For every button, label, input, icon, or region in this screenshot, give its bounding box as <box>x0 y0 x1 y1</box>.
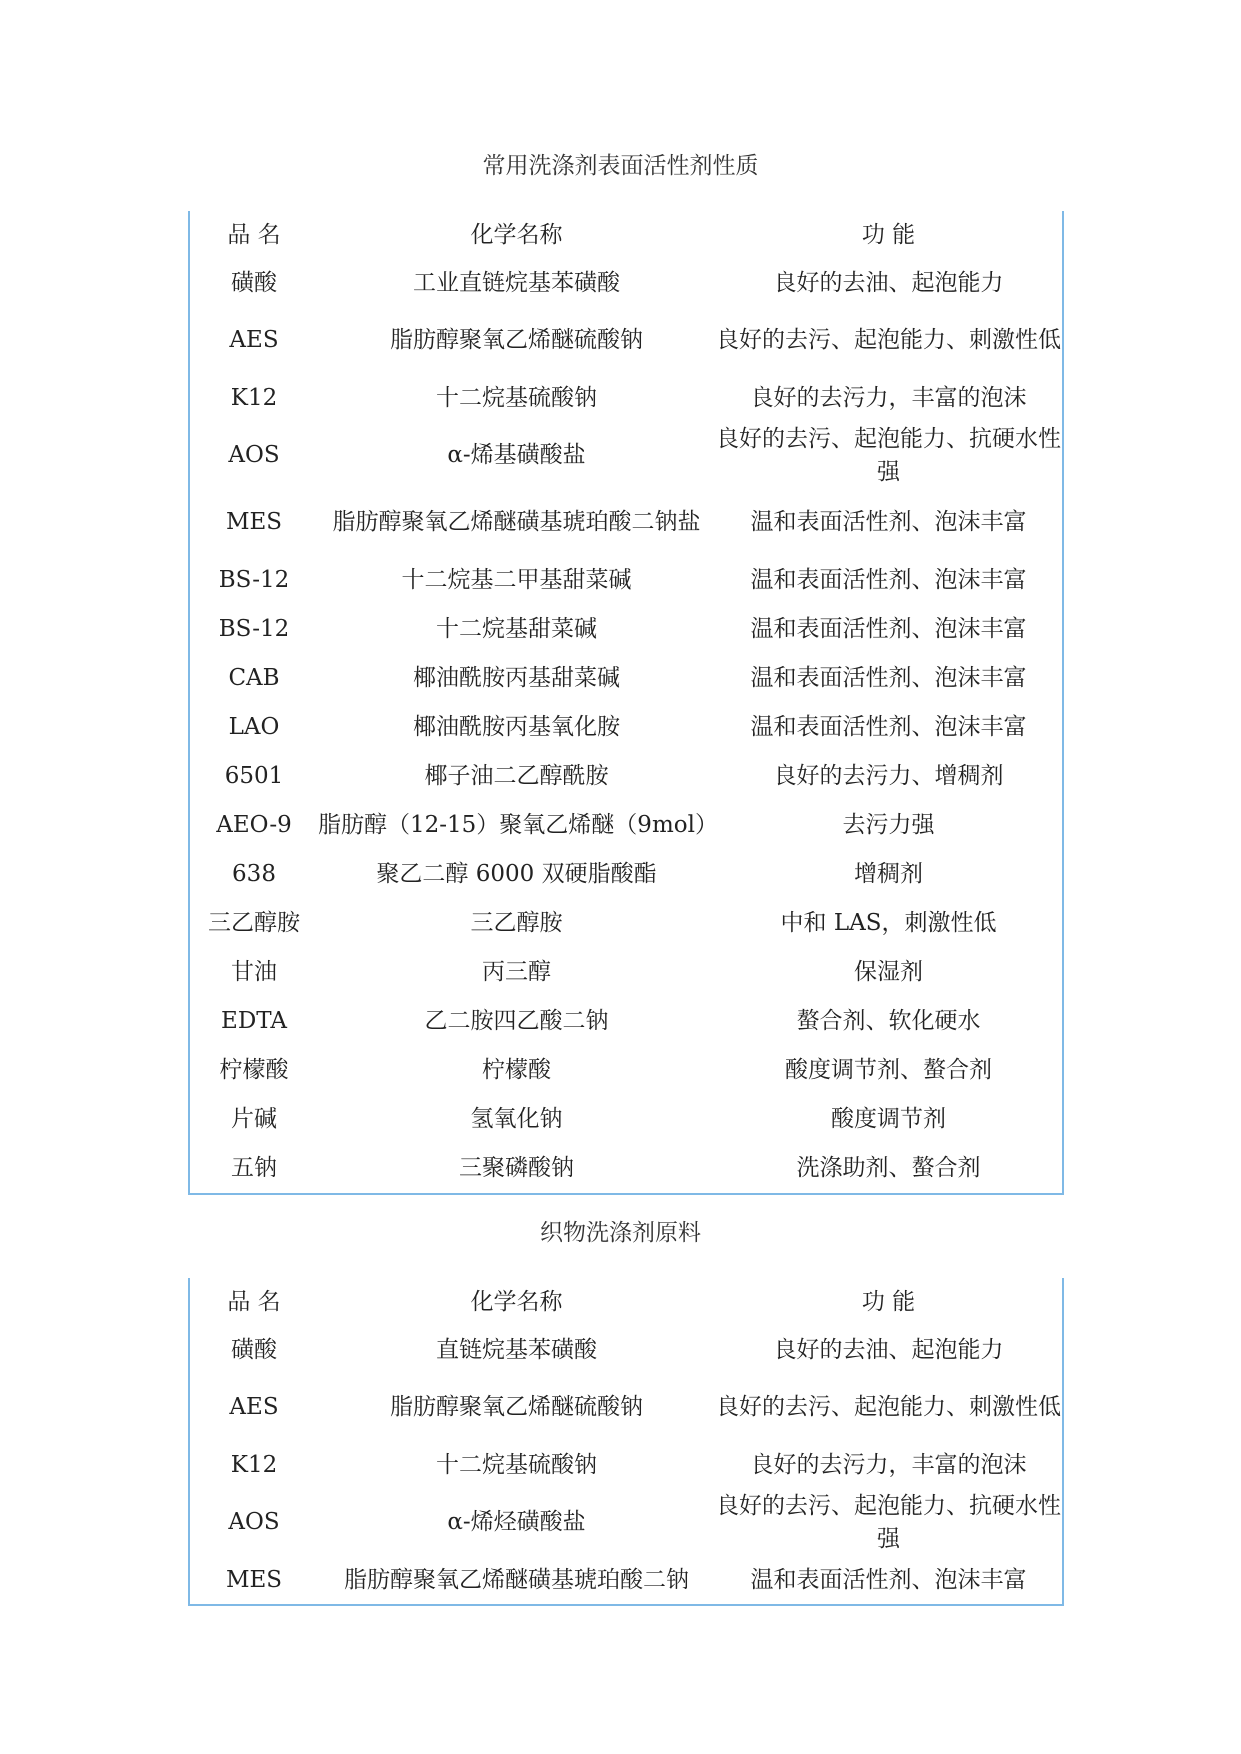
chemical-name-cell: 椰油酰胺丙基氧化胺 <box>413 714 620 740</box>
product-name-cell: 磺酸 <box>231 269 277 296</box>
fabric-detergent-materials-table <box>188 1278 1064 1606</box>
product-name-cell: LAO <box>228 714 280 740</box>
chemical-name-cell: 工业直链烷基苯磺酸 <box>413 269 620 296</box>
chemical-name-cell: 十二烷基甜菜碱 <box>436 616 597 642</box>
chemical-name-cell: 丙三醇 <box>482 959 551 985</box>
function-cell: 良好的去污力，丰富的泡沫 <box>750 1451 1027 1478</box>
table-row <box>190 422 1062 489</box>
table-row <box>190 1441 1062 1489</box>
function-cell: 温和表面活性剂、泡沫丰富 <box>750 616 1027 642</box>
header-function: 功 能 <box>861 221 916 248</box>
table-row <box>190 752 1062 801</box>
product-name-cell: 638 <box>232 861 276 887</box>
header-chemical-name: 化学名称 <box>470 1288 563 1315</box>
function-cell: 良好的去污、起泡能力、刺激性低 <box>716 1394 1061 1420</box>
table-row <box>190 654 1062 703</box>
table-row <box>190 259 1062 307</box>
chemical-name-cell: 柠檬酸 <box>482 1057 551 1083</box>
table-row <box>190 489 1062 556</box>
table-row <box>190 997 1062 1046</box>
function-cell: 中和 LAS，刺激性低 <box>780 910 997 936</box>
function-cell: 洗涤助剂、螯合剂 <box>796 1155 981 1181</box>
surfactant-properties-table <box>188 211 1064 1195</box>
function-cell: 增稠剂 <box>854 861 923 887</box>
product-name-cell: MES <box>225 1566 283 1593</box>
header-function: 功 能 <box>861 1288 916 1315</box>
product-name-cell: 甘油 <box>231 959 277 985</box>
product-name-cell: BS-12 <box>218 616 290 642</box>
function-cell: 酸度调节剂、螯合剂 <box>785 1057 992 1083</box>
product-name-cell: MES <box>225 509 283 535</box>
chemical-name-cell: α-烯烃磺酸盐 <box>447 1509 586 1535</box>
chemical-name-cell: 乙二胺四乙酸二钠 <box>424 1008 609 1034</box>
function-cell: 良好的去污力，丰富的泡沫 <box>750 384 1027 411</box>
function-cell: 良好的去油、起泡能力 <box>773 269 1004 296</box>
function-cell: 良好的去污、起泡能力、抗硬水性强 <box>716 1492 1061 1552</box>
product-name-cell: EDTA <box>221 1008 287 1034</box>
product-name-cell: AES <box>229 1394 279 1420</box>
product-name-cell: 柠檬酸 <box>219 1057 289 1083</box>
product-name-cell: AOS <box>228 442 280 468</box>
function-cell: 保湿剂 <box>854 959 923 985</box>
function-cell: 温和表面活性剂、泡沫丰富 <box>750 1566 1027 1593</box>
function-cell: 螯合剂、软化硬水 <box>796 1008 981 1034</box>
function-cell: 良好的去油、起泡能力 <box>773 1336 1004 1363</box>
chemical-name-cell: 脂肪醇聚氧乙烯醚磺基琥珀酸二钠盐 <box>332 509 701 535</box>
product-name-cell: 片碱 <box>231 1106 277 1132</box>
function-cell: 酸度调节剂 <box>831 1106 946 1132</box>
function-cell: 良好的去污、起泡能力、抗硬水性强 <box>716 425 1061 485</box>
header-product-name: 品 名 <box>227 221 281 248</box>
function-cell: 温和表面活性剂、泡沫丰富 <box>750 509 1027 535</box>
chemical-name-cell: 十二烷基硫酸钠 <box>436 384 597 411</box>
table-row <box>190 1489 1062 1556</box>
header-chemical-name: 化学名称 <box>470 221 563 248</box>
product-name-cell: 6501 <box>224 763 284 789</box>
table-row <box>190 948 1062 997</box>
chemical-name-cell: 脂肪醇聚氧乙烯醚硫酸钠 <box>390 327 643 353</box>
chemical-name-cell: 脂肪醇聚氧乙烯醚磺基琥珀酸二钠 <box>344 1566 689 1593</box>
table-header-row <box>190 1278 1062 1326</box>
product-name-cell: 五钠 <box>231 1155 277 1181</box>
chemical-name-cell: 氢氧化钠 <box>470 1106 563 1132</box>
table-row <box>190 1144 1062 1193</box>
chemical-name-cell: 椰子油二乙醇酰胺 <box>424 763 609 789</box>
table-row <box>190 1556 1062 1604</box>
function-cell: 良好的去污力、增稠剂 <box>773 763 1004 789</box>
product-name-cell: BS-12 <box>218 567 290 593</box>
table-row <box>190 307 1062 374</box>
product-name-cell: AEO-9 <box>216 812 292 838</box>
chemical-name-cell: 脂肪醇聚氧乙烯醚硫酸钠 <box>390 1394 643 1420</box>
product-name-cell: 磺酸 <box>231 1336 277 1363</box>
product-name-cell: AOS <box>228 1509 280 1535</box>
table-row <box>190 556 1062 605</box>
product-name-cell: K12 <box>230 384 278 411</box>
product-name-cell: K12 <box>230 1451 278 1478</box>
chemical-name-cell: 三聚磷酸钠 <box>459 1155 574 1181</box>
table-row <box>190 605 1062 654</box>
table-row <box>190 374 1062 422</box>
table-row <box>190 899 1062 948</box>
table-row <box>190 1374 1062 1441</box>
chemical-name-cell: 脂肪醇（12-15）聚氧乙烯醚（9mol） <box>318 812 718 838</box>
chemical-name-cell: α-烯基磺酸盐 <box>447 442 586 468</box>
table-row <box>190 801 1062 850</box>
function-cell: 温和表面活性剂、泡沫丰富 <box>750 567 1027 593</box>
product-name-cell: 三乙醇胺 <box>208 910 300 936</box>
table-row <box>190 703 1062 752</box>
table2-title: 织物洗涤剂原料 <box>540 1220 701 1246</box>
function-cell: 良好的去污、起泡能力、刺激性低 <box>716 327 1061 353</box>
table-row <box>190 1326 1062 1374</box>
chemical-name-cell: 直链烷基苯磺酸 <box>436 1336 597 1363</box>
table-row <box>190 850 1062 899</box>
product-name-cell: AES <box>229 327 279 353</box>
chemical-name-cell: 三乙醇胺 <box>470 910 563 936</box>
product-name-cell: CAB <box>228 665 280 691</box>
table-row <box>190 1095 1062 1144</box>
header-product-name: 品 名 <box>227 1288 281 1315</box>
chemical-name-cell: 十二烷基硫酸钠 <box>436 1451 597 1478</box>
chemical-name-cell: 十二烷基二甲基甜菜碱 <box>401 567 632 593</box>
function-cell: 去污力强 <box>842 812 935 838</box>
function-cell: 温和表面活性剂、泡沫丰富 <box>750 714 1027 740</box>
chemical-name-cell: 聚乙二醇 6000 双硬脂酸酯 <box>376 861 657 887</box>
chemical-name-cell: 椰油酰胺丙基甜菜碱 <box>413 665 620 691</box>
table-row <box>190 1046 1062 1095</box>
function-cell: 温和表面活性剂、泡沫丰富 <box>750 665 1027 691</box>
table1-title: 常用洗涤剂表面活性剂性质 <box>482 153 759 179</box>
table-header-row <box>190 211 1062 259</box>
